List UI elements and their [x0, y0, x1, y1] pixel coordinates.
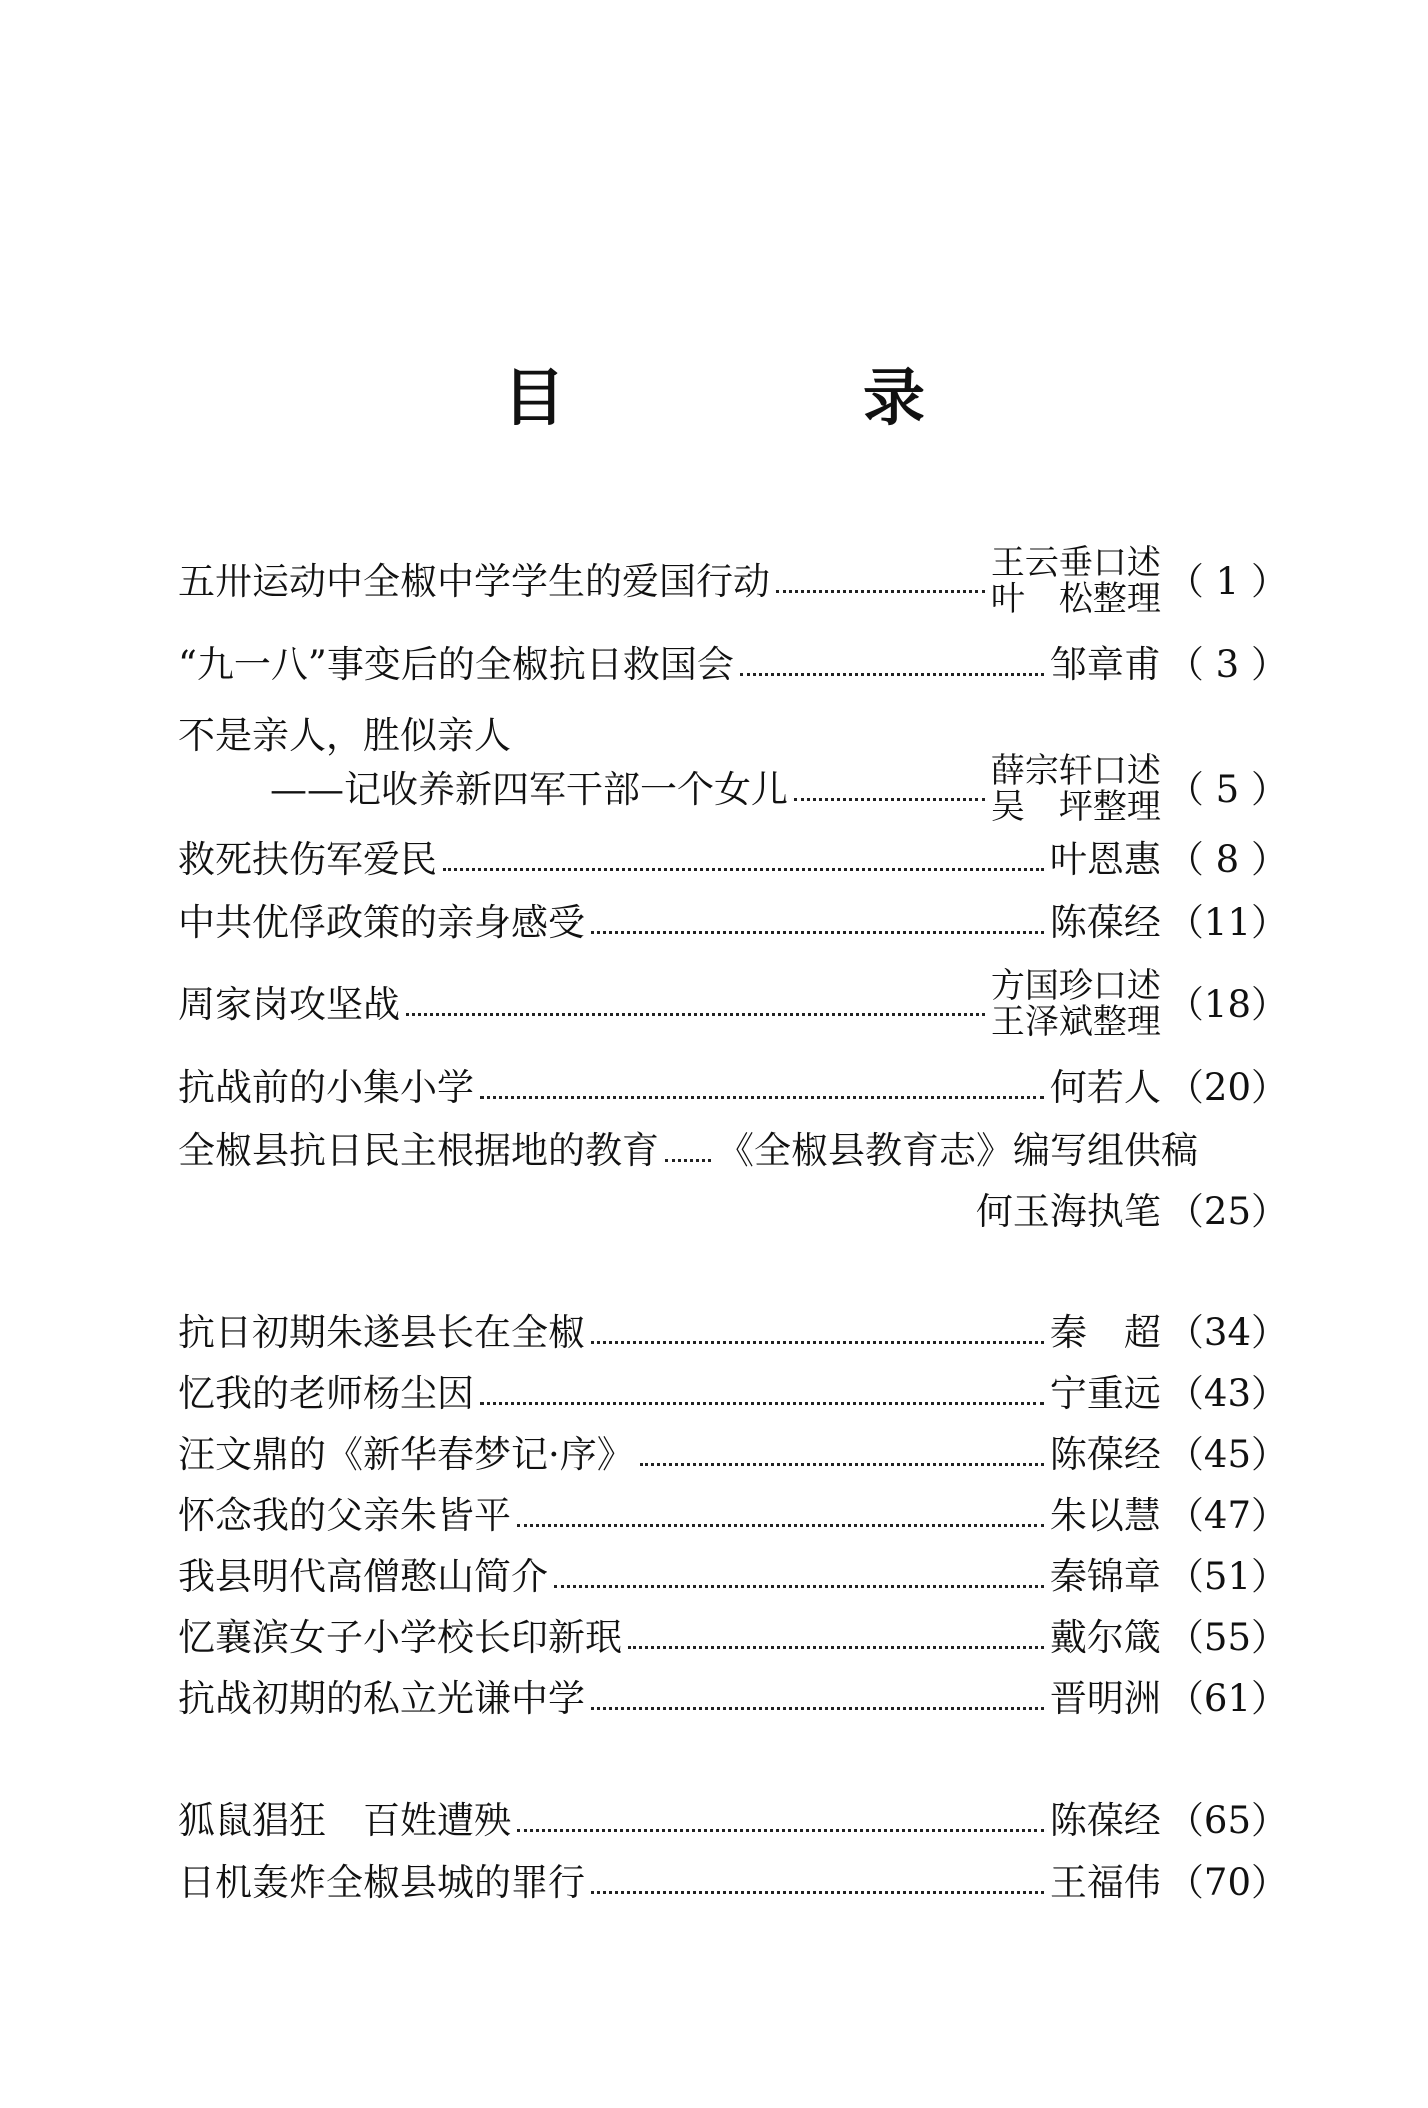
- leader-dots: [591, 931, 1044, 934]
- toc-entry[interactable]: [178, 1846, 1288, 1918]
- entry-title: “九一八”事变后的全椒抗日救国会: [178, 642, 734, 686]
- entry-author: 戴尔箴: [1049, 1615, 1161, 1659]
- entry-page: （34）: [1166, 1310, 1288, 1354]
- leader-dots: [740, 673, 1044, 676]
- entry-title: 不是亲人，胜似亲人: [178, 714, 511, 757]
- entry-author: 朱以慧: [1049, 1493, 1161, 1537]
- entry-title: 忆襄滨女子小学校长印新珉: [178, 1615, 622, 1659]
- leader-dots: [517, 1524, 1044, 1527]
- entry-page: （11）: [1166, 900, 1288, 944]
- entry-author: 秦 超: [1049, 1310, 1161, 1354]
- entry-page: （ 1 ）: [1166, 559, 1288, 603]
- entry-author: 宁重远: [1049, 1371, 1161, 1415]
- author-line: 王泽斌整理: [990, 1002, 1161, 1042]
- entry-page: （70）: [1166, 1860, 1288, 1904]
- page-title: 目 录: [502, 361, 1043, 434]
- toc-entry[interactable]: [178, 1662, 1288, 1734]
- entry-title: 救死扶伤军爱民: [178, 837, 437, 881]
- leader-dots: [480, 1402, 1044, 1405]
- entry-author: 叶恩惠: [1049, 837, 1161, 881]
- entry-title: 中共优俘政策的亲身感受: [178, 900, 585, 944]
- entry-author: 王福伟: [1049, 1860, 1161, 1904]
- toc-entry[interactable]: [178, 886, 1288, 958]
- entry-author: 晋明洲: [1049, 1676, 1161, 1720]
- entry-page: （25）: [1166, 1189, 1288, 1233]
- entry-title: 抗战前的小集小学: [178, 1065, 474, 1109]
- toc-entry[interactable]: [178, 823, 1288, 895]
- toc-entry[interactable]: [178, 753, 1288, 825]
- entry-author: 何玉海执笔: [975, 1189, 1161, 1233]
- entry-title: 狐鼠猖狂 百姓遭殃: [178, 1798, 511, 1842]
- entry-page: （55）: [1166, 1615, 1288, 1659]
- author-line: 方国珍口述: [990, 966, 1161, 1006]
- author-line: 吴 坪整理: [990, 787, 1161, 827]
- entry-title: 我县明代高僧憨山简介: [178, 1554, 548, 1598]
- entry-page: （61）: [1166, 1676, 1288, 1720]
- entry-title: 日机轰炸全椒县城的罪行: [178, 1860, 585, 1904]
- entry-page: （18）: [1166, 982, 1288, 1026]
- entry-page: （20）: [1166, 1065, 1288, 1109]
- entry-title: 全椒县抗日民主根据地的教育: [178, 1128, 659, 1172]
- leader-dots: [776, 590, 985, 593]
- entry-author: [991, 545, 1161, 617]
- leader-dots: [794, 798, 985, 801]
- leader-dots: [591, 1891, 1044, 1894]
- author-line: 叶 松整理: [990, 579, 1161, 619]
- entry-page: （51）: [1166, 1554, 1288, 1598]
- toc-entry[interactable]: [178, 968, 1288, 1040]
- entry-title: 汪文鼎的《新华春梦记·序》: [178, 1432, 634, 1476]
- entry-page: （65）: [1166, 1798, 1288, 1842]
- leader-dots: [665, 1159, 711, 1162]
- entry-title: 周家岗攻坚战: [178, 982, 400, 1026]
- entry-author: 何若人: [1049, 1065, 1161, 1109]
- entry-page: （ 3 ）: [1166, 642, 1288, 686]
- entry-title: 抗战初期的私立光谦中学: [178, 1676, 585, 1720]
- leader-dots: [554, 1585, 1044, 1588]
- entry-author: [991, 753, 1161, 825]
- entry-author: 陈葆经: [1049, 1798, 1161, 1842]
- leader-dots: [406, 1013, 985, 1016]
- entry-author: [991, 968, 1161, 1040]
- leader-dots: [517, 1829, 1044, 1832]
- leader-dots: [628, 1646, 1044, 1649]
- toc-entry[interactable]: [178, 545, 1288, 617]
- entry-author: 陈葆经: [1049, 900, 1161, 944]
- entry-author: 邹章甫: [1049, 642, 1161, 686]
- leader-dots: [591, 1341, 1044, 1344]
- leader-dots: [480, 1096, 1044, 1099]
- toc-entry[interactable]: [178, 1175, 1288, 1247]
- toc-entry[interactable]: [178, 628, 1288, 700]
- entry-title: 怀念我的父亲朱皆平: [178, 1493, 511, 1537]
- author-line: 王云垂口述: [990, 543, 1161, 583]
- entry-title: 五卅运动中全椒中学学生的爱国行动: [178, 559, 770, 603]
- leader-dots: [640, 1463, 1044, 1466]
- entry-page: （43）: [1166, 1371, 1288, 1415]
- entry-author: 《全椒县教育志》编写组供稿: [717, 1128, 1198, 1172]
- author-line: 薛宗轩口述: [990, 751, 1161, 791]
- leader-dots: [443, 868, 1044, 871]
- entry-title: 忆我的老师杨尘因: [178, 1371, 474, 1415]
- entry-title: 抗日初期朱遂县长在全椒: [178, 1310, 585, 1354]
- entry-author: 秦锦章: [1049, 1554, 1161, 1598]
- entry-page: （ 8 ）: [1166, 837, 1288, 881]
- entry-page: （ 5 ）: [1166, 767, 1288, 811]
- entry-subtitle: ——记收养新四军干部一个女儿: [270, 767, 788, 811]
- entry-author: 陈葆经: [1049, 1432, 1161, 1476]
- leader-dots: [591, 1707, 1044, 1710]
- entry-page: （45）: [1166, 1432, 1288, 1476]
- entry-page: （47）: [1166, 1493, 1288, 1537]
- toc-entry[interactable]: [178, 1051, 1288, 1123]
